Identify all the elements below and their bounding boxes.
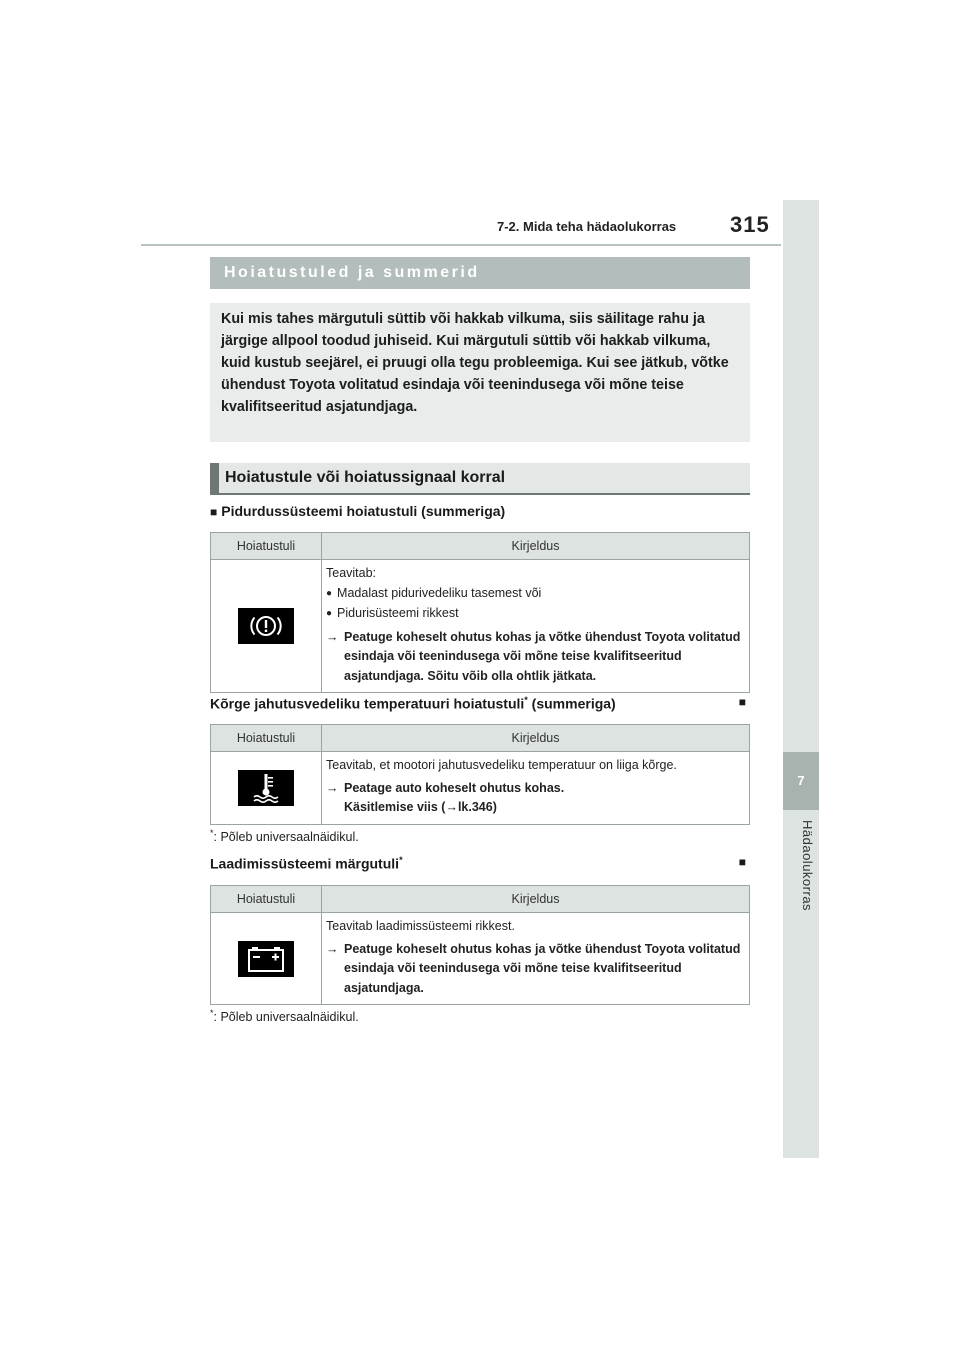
table-header-row — [211, 725, 750, 752]
col-header-light: Hoiatustuli — [211, 725, 322, 752]
footnote-marker: * — [524, 695, 528, 705]
heading-marker: ■ — [738, 855, 746, 869]
charging-lead: Teavitab laadimissüsteemi rikkest. — [326, 919, 515, 933]
page-number: 315 — [730, 212, 770, 237]
description-cell — [322, 560, 750, 693]
icon-cell — [211, 560, 322, 693]
footnote-text: : Põleb universaalnäidikul. — [213, 1010, 359, 1025]
charging-action — [326, 940, 741, 999]
table-header-row — [211, 533, 750, 560]
running-header: 7-2. Mida teha hädaolukorras — [497, 219, 677, 234]
icon-cell — [211, 913, 322, 1005]
col-header-description: Kirjeldus — [322, 886, 750, 913]
brake-action — [326, 628, 741, 687]
charging-warning-table — [210, 885, 750, 1005]
brake-bullet-1: ● Madalast pidurivedeliku tasemest või — [326, 584, 741, 605]
chapter-side-tab — [783, 200, 819, 1158]
heading-marker: ■ — [738, 695, 746, 709]
brake-bullet-2: ● Pidurisüsteemi rikkest — [326, 604, 741, 625]
charging-heading-text: Laadimissüsteemi märgutuli — [210, 855, 400, 872]
footnote-marker: * — [210, 828, 214, 838]
arrow-symbol: → — [326, 629, 339, 644]
coolant-warning-table — [210, 724, 750, 825]
arrow-symbol: → — [326, 780, 339, 795]
charging-action-text: Peatuge koheselt ohutus kohas ja võtke ühendust Toyota volitatud esindaja või teenindusega või mõne teise kvalifitseeritud asjatundjaga. — [344, 941, 741, 995]
footnote-text: : Põleb universaalnäidikul. — [213, 830, 359, 845]
coolant-action-line2-prefix: Käsitlemise viis ( — [344, 800, 446, 814]
col-header-description: Kirjeldus — [322, 725, 750, 752]
brake-action-text: Peatuge koheselt ohutus kohas ja võtke ühendust Toyota volitatud esindaja või teenindusega või mõne teise kvalifitseeritud asjatundjaga. Sõitu võib olla ohtlik jätkata. — [344, 629, 741, 683]
chapter-number: 7 — [783, 752, 819, 810]
footnote — [210, 1008, 359, 1024]
description-cell — [322, 752, 750, 825]
coolant-action-line1: Peatage auto koheselt ohutus kohas. — [344, 780, 565, 795]
footnote-marker: * — [399, 855, 403, 865]
footnote — [210, 828, 359, 844]
table-row — [211, 560, 750, 693]
arrow-symbol: → — [445, 800, 458, 814]
chapter-label: Hädaolukorras — [800, 820, 815, 912]
table-row — [211, 752, 750, 825]
table-row — [211, 913, 750, 1005]
battery-charging-icon — [238, 941, 294, 977]
heading-marker: ■ — [210, 505, 218, 519]
intro-text: Kui mis tahes märgutuli süttib või hakkab vilkuma, siis säilitage rahu ja järgige allpool toodud juhiseid. Kui märgutuli süttib või hakkab vilkuma, kuid kustub seejärel, ei pruugi olla tegu probleemiga. Kui see jätkub, võtke ühendust Toyota volitatud esindaja või teenindusega või mõne teise kvalifitseeritud asjatundjaga. — [210, 303, 750, 442]
description-cell — [322, 913, 750, 1005]
col-header-light: Hoiatustuli — [211, 886, 322, 913]
brake-heading-text: Pidurdussüsteemi hoiatustuli (summeriga) — [221, 503, 506, 519]
coolant-heading-text: Kõrge jahutusvedeliku temperatuuri hoiatustuli — [210, 695, 525, 712]
table-header-row — [211, 886, 750, 913]
arrow-symbol: → — [326, 941, 339, 956]
coolant-heading — [210, 695, 750, 712]
col-header-description: Kirjeldus — [322, 533, 750, 560]
coolant-lead: Teavitab, et mootori jahutusvedeliku temperatuur on liiga kõrge. — [326, 758, 677, 772]
brake-lead: Teavitab: — [326, 566, 377, 580]
coolant-action-line2-suffix: lk.346) — [457, 800, 497, 814]
brake-heading — [210, 503, 505, 519]
header-divider — [141, 244, 781, 246]
coolant-action — [326, 779, 741, 818]
brake-warning-icon — [238, 608, 294, 644]
footnote-marker: * — [210, 1008, 214, 1018]
col-header-light: Hoiatustuli — [211, 533, 322, 560]
section-title: Hoiatustuled ja summerid — [210, 257, 750, 289]
coolant-temperature-icon — [238, 770, 294, 806]
brake-warning-table — [210, 532, 750, 693]
icon-cell — [211, 752, 322, 825]
charging-heading — [210, 855, 750, 872]
coolant-heading-suffix: (summeriga) — [527, 695, 616, 712]
subsection-title: Hoiatustule või hoiatussignaal korral — [210, 463, 750, 495]
